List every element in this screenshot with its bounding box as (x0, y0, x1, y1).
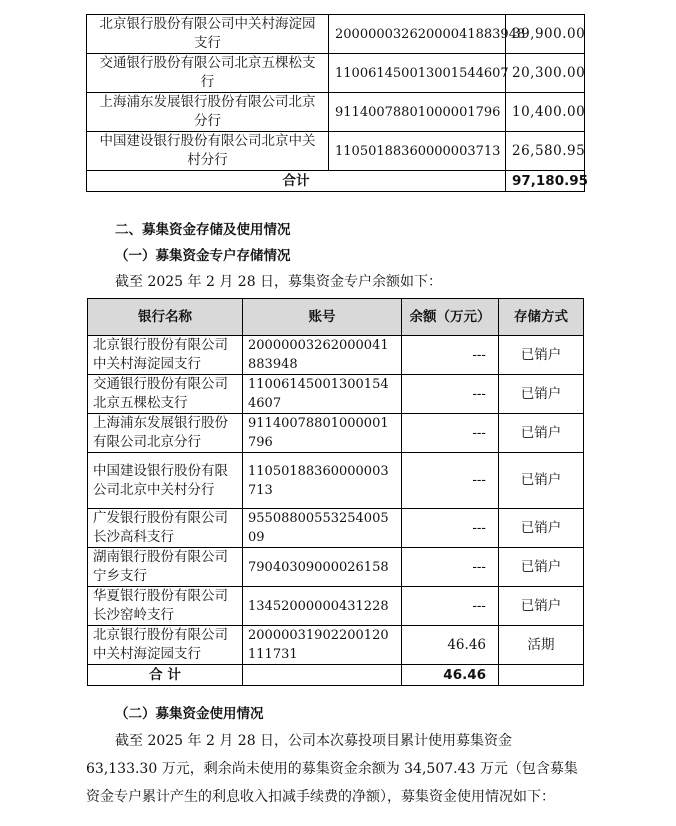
bank-name-cell: 中国建设银行股份有限公司北京中关村分行 (87, 132, 329, 171)
bank-name-cell: 北京银行股份有限公司中关村海淀园支行 (88, 336, 243, 375)
bank-name-cell: 北京银行股份有限公司中关村海淀园支行 (87, 15, 329, 54)
total-value: 97,180.95 (506, 171, 585, 192)
bank-name-cell: 上海浦东发展银行股份有限公司北京分行 (87, 93, 329, 132)
account-number-cell: 110061450013001544607 (243, 375, 402, 414)
section-2-title: 二、募集资金存储及使用情况 (115, 222, 291, 238)
account-number-cell: 91140078801000001796 (243, 414, 402, 453)
table-row (88, 336, 584, 375)
account-number-cell: 79040309000026158 (243, 548, 402, 587)
total-row (88, 665, 584, 686)
balance-cell: 46.46 (402, 626, 499, 665)
amount-cell: 20,300.00 (506, 54, 585, 93)
bank-name-cell: 广发银行股份有限公司长沙高科支行 (88, 509, 243, 548)
storage-type-cell: 已销户 (499, 453, 584, 509)
table-row (88, 509, 584, 548)
empty-cell (499, 665, 584, 686)
bank-name-cell: 中国建设银行股份有限公司北京中关村分行 (88, 453, 243, 509)
amount-cell: 26,580.95 (506, 132, 585, 171)
balance-cell: --- (402, 548, 499, 587)
total-label: 合 计 (88, 665, 243, 686)
amount-cell: 39,900.00 (506, 15, 585, 54)
account-number-cell: 20000031902200120111731 (243, 626, 402, 665)
total-row (87, 171, 585, 192)
empty-cell (243, 665, 402, 686)
storage-type-cell: 已销户 (499, 336, 584, 375)
balance-cell: --- (402, 336, 499, 375)
storage-type-cell: 已销户 (499, 414, 584, 453)
column-header: 账号 (243, 299, 402, 336)
account-number-cell: 13452000000431228 (243, 587, 402, 626)
table-row (87, 54, 585, 93)
total-value: 46.46 (402, 665, 499, 686)
account-number-cell: 20000003262000041883948 (329, 15, 506, 54)
table-row (88, 548, 584, 587)
table-row (88, 375, 584, 414)
section-2-2-text: 截至 2025 年 2 月 28 日，公司本次募投项目累计使用募集资金 63,133.30 万元，剩余尚未使用的募集资金余额为 34,507.43 万元（包含募集资金专户累计产生的利息收入扣减手续费的净额），募集资金使用情况如下： (86, 733, 578, 805)
account-number-cell: 11050188360000003713 (243, 453, 402, 509)
storage-type-cell: 已销户 (499, 375, 584, 414)
bank-name-cell: 华夏银行股份有限公司长沙窑岭支行 (88, 587, 243, 626)
section-2-1-text: 截至 2025 年 2 月 28 日，募集资金专户余额如下： (115, 274, 443, 290)
column-header: 银行名称 (88, 299, 243, 336)
account-number-cell: 91140078801000001796 (329, 93, 506, 132)
bank-name-cell: 上海浦东发展银行股份有限公司北京分行 (88, 414, 243, 453)
balance-cell: --- (402, 509, 499, 548)
table-row (88, 587, 584, 626)
account-balance-table (87, 298, 584, 686)
section-2-2-title: （二）募集资金使用情况 (115, 706, 264, 722)
table-row (88, 626, 584, 665)
storage-type-cell: 已销户 (499, 587, 584, 626)
balance-cell: --- (402, 587, 499, 626)
account-number-cell: 110061450013001544607 (329, 54, 506, 93)
section-2-1-title: （一）募集资金专户存储情况 (115, 248, 291, 264)
account-number-cell: 9550880055325400509 (243, 509, 402, 548)
table-row (87, 15, 585, 54)
storage-type-cell: 已销户 (499, 548, 584, 587)
fund-raising-account-table (86, 14, 589, 192)
balance-cell: --- (402, 453, 499, 509)
column-header: 余额（万元） (402, 299, 499, 336)
total-label: 合计 (87, 171, 506, 192)
table-row (87, 132, 585, 171)
table-row (88, 453, 584, 509)
table-row (87, 93, 585, 132)
account-number-cell: 11050188360000003713 (329, 132, 506, 171)
balance-cell: --- (402, 375, 499, 414)
column-header: 存储方式 (499, 299, 584, 336)
storage-type-cell: 已销户 (499, 509, 584, 548)
bank-name-cell: 湖南银行股份有限公司宁乡支行 (88, 548, 243, 587)
bank-name-cell: 北京银行股份有限公司中关村海淀园支行 (88, 626, 243, 665)
account-number-cell: 20000003262000041883948 (243, 336, 402, 375)
amount-cell: 10,400.00 (506, 93, 585, 132)
balance-cell: --- (402, 414, 499, 453)
table-row (88, 414, 584, 453)
bank-name-cell: 交通银行股份有限公司北京五棵松支行 (87, 54, 329, 93)
bank-name-cell: 交通银行股份有限公司北京五棵松支行 (88, 375, 243, 414)
storage-type-cell: 活期 (499, 626, 584, 665)
